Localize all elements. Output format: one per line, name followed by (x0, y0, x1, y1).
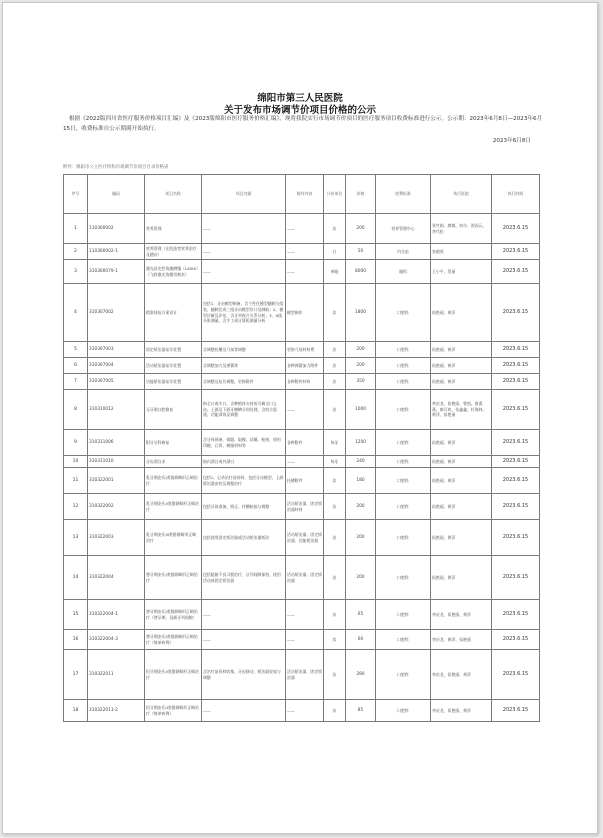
table-cell-seq: 6 (64, 358, 88, 374)
table-cell-code: 110300002-1 (88, 244, 145, 260)
table-cell-price: 200 (346, 556, 376, 600)
table-cell-standard: 口腔科 (376, 456, 431, 468)
table-cell-seq: 9 (64, 430, 88, 456)
table-cell-date: 2023.6.15 (492, 556, 540, 600)
table-body (64, 214, 540, 722)
table-cell-unit: 次 (324, 468, 346, 494)
table-header-row (64, 175, 540, 214)
table-cell-seq: 1 (64, 214, 88, 244)
table-cell-name: 替牙期安氏I类错颌畸形正畸治疗 (145, 556, 202, 600)
table-cell-date: 2023.6.15 (492, 494, 540, 520)
notice-title: 关于发布市场调节价项目价格的公示 (223, 105, 376, 116)
table-row (64, 430, 540, 456)
table-cell-seq: 7 (64, 374, 88, 390)
table-cell-hospital: 张竹娟、廖敏、何尔、祝国元、李代松 (431, 214, 492, 244)
table-cell-unit: 次 (324, 700, 346, 722)
table-cell-name: 激光屈光性角膜磨镶（LASIK）（飞秒激光角膜切割术） (145, 260, 202, 284)
table-cell-content: 包括使用固定矫治器或活动矫治器矫治 (202, 520, 286, 556)
table-cell-price: 200 (346, 342, 376, 358)
table-cell-price: 1800 (346, 284, 376, 342)
hospital-title: 绵阳市第三人民医院 (257, 93, 343, 104)
table-cell-name: 恒牙期安氏II类错颌畸形正畸治疗（简单病例） (145, 700, 202, 722)
table-cell-exclusion: —— (286, 700, 324, 722)
table-cell-price: 1000 (346, 390, 376, 430)
table-cell-date: 2023.6.15 (492, 520, 540, 556)
header-exclusion: 除外内容 (286, 175, 324, 214)
table-cell-standard: 眼科 (376, 260, 431, 284)
table-cell-unit: 次 (324, 556, 346, 600)
table-cell-date: 2023.6.15 (492, 214, 540, 244)
table-cell-code: 310311010 (88, 456, 145, 468)
table-cell-price: 60 (346, 630, 376, 650)
table-cell-content: 含调整托槽及弓丝等调整 (202, 342, 286, 358)
table-cell-price: 200 (346, 494, 376, 520)
table-cell-unit: 次 (324, 374, 346, 390)
table-cell-hospital: 李庆龙、侯艳丽、曾凯、唐燕燕、廖可欢、张鑫鑫、杜海林、黄萍、侯艳丽 (431, 390, 492, 430)
notice-date: 2023年6月8日 (492, 138, 531, 144)
table-cell-content: 指全口或半口，含种植体支持的可摘全口义齿，上颌及下颌牙槽嵴分别处理，含咬合重建、功能训练及调整 (202, 390, 286, 430)
table-cell-content: 包括1、牙齿模型制备，含个性化模型翻制与组装，翻制完成三组牙齿模型设计及制取；2、模型诊断及评估，含牙列咬合关系分析；3、X线头影测量，含手工或计算机测量分析 (202, 284, 286, 342)
table-cell-seq: 2 (64, 244, 88, 260)
table-cell-date: 2023.6.15 (492, 358, 540, 374)
table-cell-date: 2023.6.15 (492, 342, 540, 358)
document-page (2, 2, 598, 834)
table-cell-seq: 15 (64, 600, 88, 630)
table-cell-price: 8000 (346, 260, 376, 284)
table-cell-unit: 次 (324, 214, 346, 244)
table-cell-code: 310310012 (88, 390, 145, 430)
table-cell-standard: 口腔科 (376, 468, 431, 494)
table-cell-unit: 次 (324, 390, 346, 430)
table-cell-standard: 口腔科 (376, 600, 431, 630)
table-cell-exclusion: 活动矫治器、固定矫治器 (286, 556, 324, 600)
table-cell-standard: 口腔科 (376, 430, 431, 456)
table-cell-date: 2023.6.15 (492, 390, 540, 430)
table-cell-name: 营养管理 (145, 214, 202, 244)
table-cell-date: 2023.6.15 (492, 630, 540, 650)
table-cell-hospital: 侯艳丽、黄萍 (431, 374, 492, 390)
table-row (64, 244, 540, 260)
table-cell-name: 活动矫治器复诊处置 (145, 358, 202, 374)
table-cell-code: 310322011-2 (88, 700, 145, 722)
table-cell-unit: 次 (324, 284, 346, 342)
table-cell-code: 310322011 (88, 650, 145, 700)
header-name: 项目名称 (145, 175, 202, 214)
table-cell-code: 310322004 (88, 556, 145, 600)
table-cell-name: 营养管理（在院患者营养治疗及随访） (145, 244, 202, 260)
table-cell-content: —— (202, 700, 286, 722)
table-cell-seq: 16 (64, 630, 88, 650)
table-cell-name: 附牙牙科修复 (145, 430, 202, 456)
table-cell-code: 110300002 (88, 214, 145, 244)
table-cell-seq: 17 (64, 650, 88, 700)
table-cell-price: 280 (346, 650, 376, 700)
table-cell-price: 180 (346, 468, 376, 494)
header-seq: 序号 (64, 175, 88, 214)
table-cell-date: 2023.6.15 (492, 468, 540, 494)
table-cell-hospital: 张晓茂 (431, 244, 492, 260)
table-cell-code: 310307004 (88, 358, 145, 374)
table-cell-hospital: 侯艳丽、黄萍 (431, 358, 492, 374)
price-table (63, 174, 540, 722)
table-row (64, 630, 540, 650)
table-cell-hospital: 王小平、蔡丽 (431, 260, 492, 284)
table-row (64, 468, 540, 494)
table-cell-code: 310322004-3 (88, 630, 145, 650)
table-cell-code: 310322003 (88, 520, 145, 556)
table-row (64, 556, 540, 600)
table-cell-unit: 次 (324, 494, 346, 520)
table-cell-seq: 11 (64, 468, 88, 494)
table-cell-code: 310322004-1 (88, 600, 145, 630)
table-cell-hospital: 侯艳丽、黄萍 (431, 494, 492, 520)
table-cell-price: 65 (346, 600, 376, 630)
table-cell-name: 恒牙期安氏II类错颌畸形正畸治疗 (145, 650, 202, 700)
table-cell-name: 替牙期安氏I类错颌畸形正畸治疗（替牙期、双颌牙列间隙） (145, 600, 202, 630)
table-cell-name: 乳牙期安氏II类错颌畸形正畸治疗 (145, 494, 202, 520)
table-cell-content: 含治疗前资料收集、牙齿移动、矫治器安放与调整 (202, 650, 286, 700)
table-cell-content: —— (202, 630, 286, 650)
table-cell-code: 310307002 (88, 284, 145, 342)
table-cell-exclusion: 更换弓丝材料费 (286, 342, 324, 358)
table-cell-date: 2023.6.15 (492, 260, 540, 284)
table-cell-exclusion: 模型制作 (286, 284, 324, 342)
table-cell-standard: 内分泌 (376, 244, 431, 260)
table-cell-code: 310322002 (88, 494, 145, 520)
table-cell-content: 含调整加力及弹簧等 (202, 358, 286, 374)
table-cell-standard: 口腔科 (376, 494, 431, 520)
table-row (64, 214, 540, 244)
table-cell-unit: 日 (324, 244, 346, 260)
table-cell-price: 200 (346, 520, 376, 556)
table-cell-content: 含调整及复位调整，更换附件 (202, 374, 286, 390)
attachment-caption: 附件：绵阳市公立医疗机构市场调节价项目目录价格表 (63, 165, 169, 170)
table-cell-unit: 次 (324, 630, 346, 650)
table-cell-standard: 口腔科 (376, 650, 431, 700)
header-price: 价格 (346, 175, 376, 214)
table-cell-exclusion: 活动矫治器、固定矫治器、功能矫治器 (286, 520, 324, 556)
table-cell-exclusion: 活动矫治器、固定矫治器材料 (286, 494, 324, 520)
table-cell-name: 功能矫治器复诊处置 (145, 374, 202, 390)
table-cell-code: 310307003 (88, 342, 145, 358)
table-cell-name: 固定矫治器复诊处置 (145, 342, 202, 358)
price-table-wrapper (63, 174, 539, 722)
table-row (64, 494, 540, 520)
table-cell-seq: 4 (64, 284, 88, 342)
table-cell-name: 无牙颌口腔修复 (145, 390, 202, 430)
table-cell-seq: 14 (64, 556, 88, 600)
table-cell-date: 2023.6.15 (492, 650, 540, 700)
table-cell-seq: 3 (64, 260, 88, 284)
table-cell-content: 含牙体预备、排龈、取模、试戴、粘接，使用印模、石膏、树脂材料等 (202, 430, 286, 456)
header-date: 执行时间 (492, 175, 540, 214)
table-cell-content: 包括阻断不良习惯治疗，牙列间隙保持，使用活动或固定矫治器 (202, 556, 286, 600)
table-cell-price: 85 (346, 700, 376, 722)
table-cell-exclusion: 各种附件材料 (286, 374, 324, 390)
table-cell-hospital: 李庆龙、侯艳丽、黄萍 (431, 650, 492, 700)
table-cell-hospital: 李庆龙、侯艳丽、黄萍 (431, 700, 492, 722)
table-cell-exclusion: —— (286, 390, 324, 430)
table-cell-price: 200 (346, 358, 376, 374)
table-cell-hospital: 侯艳丽、黄萍 (431, 284, 492, 342)
table-cell-date: 2023.6.15 (492, 244, 540, 260)
table-cell-unit: 每牙 (324, 430, 346, 456)
table-cell-hospital: 侯艳丽、黄萍 (431, 342, 492, 358)
table-cell-seq: 13 (64, 520, 88, 556)
table-cell-standard: 营养管理中心 (376, 214, 431, 244)
header-standard: 收费标准 (376, 175, 431, 214)
table-cell-name: 乳牙期安氏III类错颌畸形正畸治疗 (145, 520, 202, 556)
table-cell-standard: 口腔科 (376, 284, 431, 342)
table-cell-hospital: 侯艳丽、黄萍 (431, 456, 492, 468)
table-cell-standard: 口腔科 (376, 556, 431, 600)
table-cell-standard: 口腔科 (376, 358, 431, 374)
table-cell-unit: 每牙 (324, 456, 346, 468)
table-cell-name: 牙齿漂白术 (145, 456, 202, 468)
table-row (64, 374, 540, 390)
header-code: 编码 (88, 175, 145, 214)
table-cell-content: —— (202, 214, 286, 244)
table-row (64, 342, 540, 358)
table-cell-price: 50 (346, 244, 376, 260)
table-cell-seq: 18 (64, 700, 88, 722)
table-cell-seq: 10 (64, 456, 88, 468)
table-cell-unit: 次 (324, 520, 346, 556)
table-cell-exclusion: —— (286, 456, 324, 468)
table-cell-content: —— (202, 244, 286, 260)
table-cell-seq: 5 (64, 342, 88, 358)
table-cell-code: 310322001 (88, 468, 145, 494)
table-cell-name: 精准体检方案设计 (145, 284, 202, 342)
table-cell-price: 1200 (346, 430, 376, 456)
table-cell-exclusion: 活动矫治器、固定矫治器 (286, 650, 324, 700)
table-cell-content: 指内漂白或外漂白 (202, 456, 286, 468)
table-row (64, 650, 540, 700)
table-cell-hospital: 李庆龙、黄萍、侯艳丽 (431, 630, 492, 650)
table-cell-standard: 口腔科 (376, 374, 431, 390)
table-row (64, 700, 540, 722)
table-cell-exclusion: —— (286, 600, 324, 630)
table-cell-unit: 次 (324, 650, 346, 700)
table-row (64, 600, 540, 630)
table-cell-price: 350 (346, 374, 376, 390)
table-cell-seq: 8 (64, 390, 88, 430)
table-cell-unit: 次 (324, 342, 346, 358)
table-cell-name: 替牙期安氏I类错颌畸形正畸治疗（简单病例） (145, 630, 202, 650)
table-cell-exclusion: 各种附件 (286, 430, 324, 456)
table-cell-hospital: 李庆龙、侯艳丽、黄萍 (431, 600, 492, 630)
table-cell-exclusion: —— (286, 214, 324, 244)
table-cell-date: 2023.6.15 (492, 600, 540, 630)
table-cell-hospital: 侯艳丽、黄萍 (431, 520, 492, 556)
table-cell-code: 310311006 (88, 430, 145, 456)
table-cell-hospital: 侯艳丽、黄萍 (431, 430, 492, 456)
table-cell-date: 2023.6.15 (492, 430, 540, 456)
table-cell-hospital: 侯艳丽、黄萍 (431, 556, 492, 600)
table-row (64, 390, 540, 430)
header-unit: 计价单位 (324, 175, 346, 214)
table-cell-standard: 口腔科 (376, 390, 431, 430)
table-cell-unit: 单眼 (324, 260, 346, 284)
table-row (64, 260, 540, 284)
table-cell-content: 包括1、记录治疗前资料，包括牙齿模型、上颌矫治器安装及调整治疗 (202, 468, 286, 494)
table-row (64, 520, 540, 556)
table-cell-standard: 口腔科 (376, 520, 431, 556)
table-row (64, 284, 540, 342)
table-cell-date: 2023.6.15 (492, 456, 540, 468)
table-cell-price: 200 (346, 214, 376, 244)
table-cell-hospital: 侯艳丽、黄萍 (431, 468, 492, 494)
table-cell-name: 乳牙期安氏I类错颌畸形正畸治疗 (145, 468, 202, 494)
table-cell-code: 310300079-1 (88, 260, 145, 284)
table-cell-content: —— (202, 260, 286, 284)
table-cell-exclusion: —— (286, 244, 324, 260)
table-cell-date: 2023.6.15 (492, 700, 540, 722)
table-cell-seq: 12 (64, 494, 88, 520)
table-cell-exclusion: 各种弹簧加力附件 (286, 358, 324, 374)
table-cell-exclusion: —— (286, 260, 324, 284)
table-cell-unit: 次 (324, 358, 346, 374)
table-cell-standard: 口腔科 (376, 630, 431, 650)
table-cell-exclusion: —— (286, 630, 324, 650)
table-cell-code: 310307005 (88, 374, 145, 390)
table-cell-content: —— (202, 600, 286, 630)
table-cell-price: 240 (346, 456, 376, 468)
table-cell-exclusion: 托槽附件 (286, 468, 324, 494)
table-row (64, 358, 540, 374)
table-row (64, 456, 540, 468)
table-cell-date: 2023.6.15 (492, 374, 540, 390)
table-cell-content: 包括牙体准备，矫正、托槽粘接与调整 (202, 494, 286, 520)
table-cell-standard: 口腔科 (376, 342, 431, 358)
table-cell-standard: 口腔科 (376, 700, 431, 722)
table-cell-unit: 次 (324, 600, 346, 630)
intro-paragraph: 根据《2022版四川省医疗服务价格项目汇编》及《2023版绵阳市医疗服务价格汇编》，现将我院实行市场调节价项目的医疗服务项目收费标准进行公示。公示期：2023年6月8日—2023年6月15日，收费标准自公示期满开始执行。 (63, 116, 543, 132)
header-hospital: 执行医院 (431, 175, 492, 214)
table-cell-date: 2023.6.15 (492, 284, 540, 342)
header-content: 项目内涵 (202, 175, 286, 214)
